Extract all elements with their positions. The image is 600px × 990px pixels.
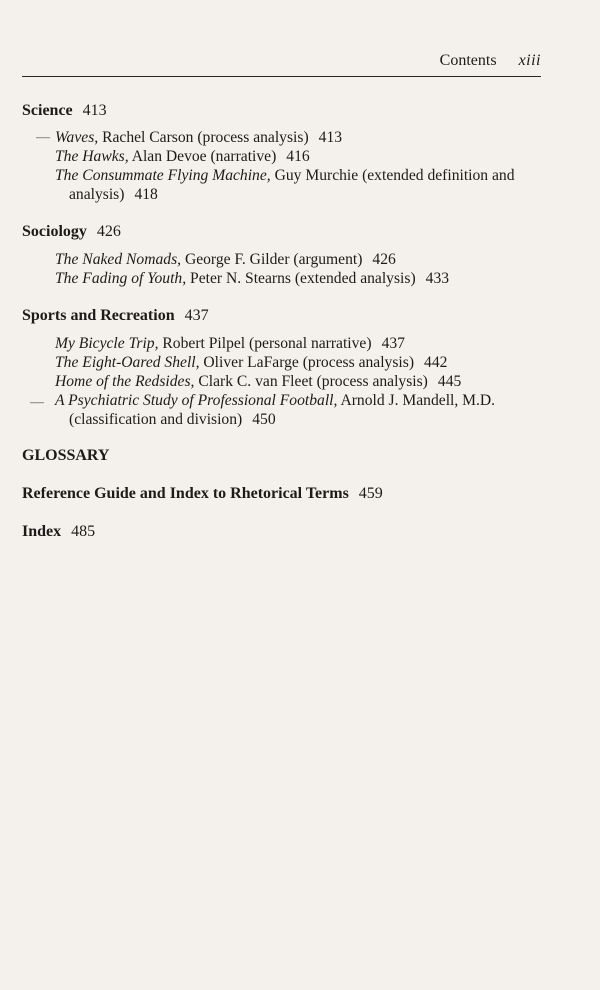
toc-entry[interactable]: The Consummate Flying Machine, Guy Murchie (extended definition and analysis) 418: [55, 167, 515, 203]
margin-mark: —: [36, 130, 50, 145]
section-page: 437: [184, 307, 209, 324]
section-title: Sociology: [22, 223, 87, 240]
section-sociology: [22, 222, 562, 288]
section-heading: [22, 222, 562, 241]
section-heading: [22, 101, 562, 120]
toc-entry[interactable]: The Hawks, Alan Devoe (narrative) 416: [55, 148, 310, 165]
reference-guide-heading[interactable]: Reference Guide and Index to Rhetorical Terms 459: [22, 485, 383, 502]
toc-entry[interactable]: Home of the Redsides, Clark C. van Fleet (process analysis) 445: [55, 373, 462, 390]
section-heading: [22, 306, 562, 325]
section-sports: [22, 306, 562, 429]
running-head: [22, 52, 541, 77]
section-title: Sports and Recreation: [22, 307, 175, 324]
section-page: 426: [96, 223, 121, 240]
section-title: Science: [22, 102, 73, 119]
toc-entry[interactable]: Waves, Rachel Carson (process analysis) 413: [55, 129, 343, 146]
section-science: [22, 101, 562, 204]
section-page: 413: [82, 102, 107, 119]
toc-entry[interactable]: The Naked Nomads, George F. Gilder (argument) 426: [55, 251, 396, 268]
toc-entry[interactable]: My Bicycle Trip, Robert Pilpel (personal narrative) 437: [55, 335, 405, 352]
toc-entry[interactable]: The Fading of Youth, Peter N. Stearns (extended analysis) 433: [55, 270, 450, 287]
toc-entry[interactable]: The Eight-Oared Shell, Oliver LaFarge (process analysis) 442: [55, 354, 448, 371]
index-heading[interactable]: Index 485: [22, 523, 96, 540]
glossary-heading[interactable]: GLOSSARY: [22, 447, 110, 464]
margin-mark: —: [30, 395, 44, 410]
running-head-label: Contents: [439, 52, 497, 69]
toc-entry[interactable]: A Psychiatric Study of Professional Football, Arnold J. Mandell, M.D. (classification and division) 450: [55, 392, 496, 428]
page-number: xiii: [518, 52, 541, 69]
